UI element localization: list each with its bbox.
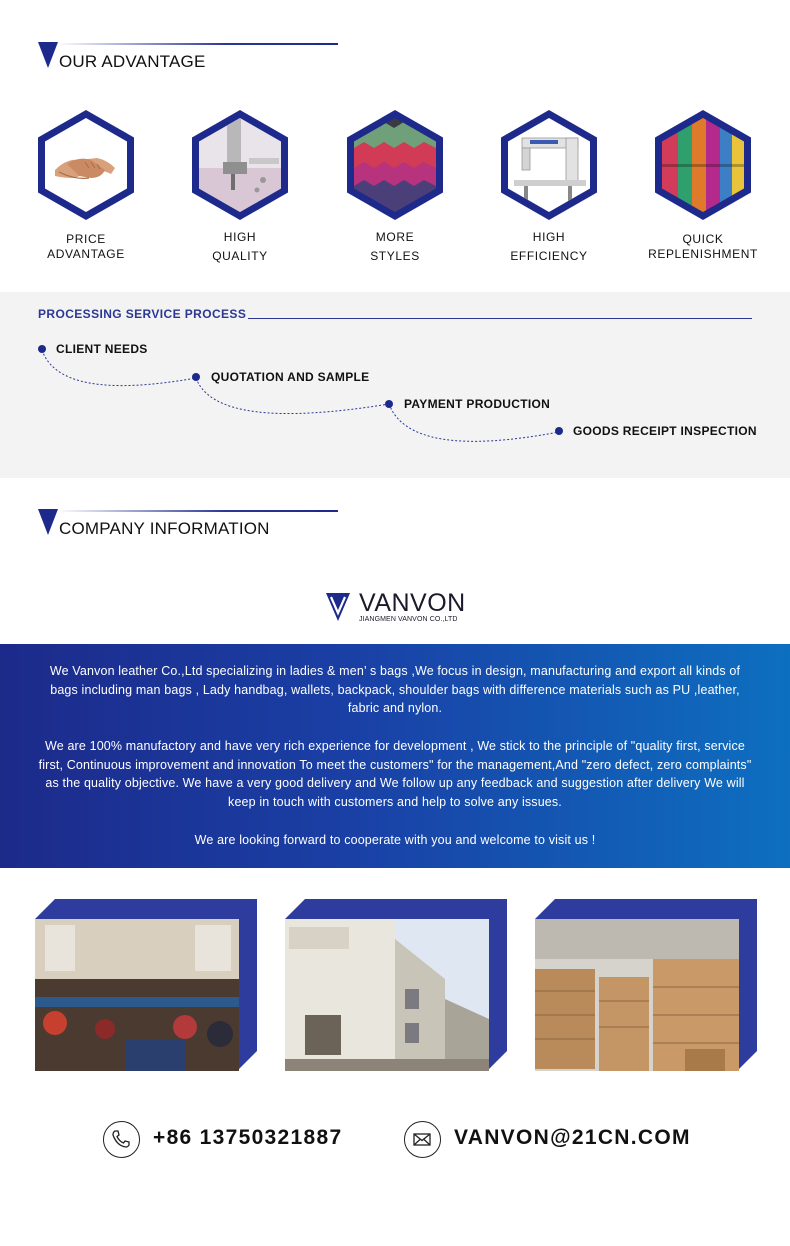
advantage-label-line2: QUALITY (212, 249, 268, 263)
advantage-label-line2: REPLENISHMENT (648, 247, 758, 261)
header-triangle-icon (38, 42, 58, 68)
advantage-item (643, 110, 763, 262)
warehouse-boxes-photo (535, 919, 739, 1071)
photo-card (535, 899, 757, 1071)
logo-wordmark: VANVON (359, 589, 466, 617)
header-dash (316, 43, 338, 45)
section-header-advantage (38, 42, 338, 82)
phone-icon (103, 1121, 140, 1158)
company-logo (325, 591, 475, 627)
factory-workshop-photo (35, 919, 239, 1071)
advantage-item (26, 110, 146, 262)
advantage-item (335, 110, 455, 264)
logo-subtitle: JIANGMEN VANVON CO.,LTD (359, 616, 458, 623)
email-address[interactable]: VANVON@21CN.COM (454, 1126, 691, 1149)
logo-mark-icon (325, 591, 351, 623)
process-step: PAYMENT PRODUCTION (404, 397, 551, 411)
company-paragraph: We Vanvon leather Co.,Ltd specializing in ladies & men’ s bags ,We focus in design, manufacturing and export all kinds of bags including man bags , Lady handbag, wallets, backpack, shoulder bags with difference materials such as PU ,leather, fabric and nylon. (49, 664, 741, 716)
advantage-item (489, 110, 609, 264)
header-dash (316, 510, 338, 512)
company-paragraph: We are looking forward to cooperate with you and welcome to visit us ! (194, 833, 596, 847)
company-info-band (0, 644, 790, 868)
advantage-label-line1: HIGH (532, 230, 566, 244)
contact-phone[interactable] (103, 1121, 363, 1159)
step-dot (192, 373, 200, 381)
process-step: QUOTATION AND SAMPLE (211, 370, 370, 384)
section-title: OUR ADVANTAGE (59, 52, 206, 71)
fabric-icon (354, 118, 436, 212)
advantage-label-line1: QUICK (682, 232, 724, 246)
process-step: CLIENT NEEDS (56, 342, 148, 356)
step-dot (38, 345, 46, 353)
step-dot (555, 427, 563, 435)
photo-card (285, 899, 507, 1071)
advantage-label-line1: HIGH (223, 230, 257, 244)
section-title: COMPANY INFORMATION (59, 519, 270, 538)
process-connector-lines (0, 292, 790, 478)
process-step: GOODS RECEIPT INSPECTION (573, 424, 757, 438)
contact-email[interactable] (404, 1121, 694, 1159)
header-line (56, 43, 338, 45)
section-header-company (38, 509, 338, 549)
factory-building-photo (285, 919, 489, 1071)
advantage-label-line1: PRICE (66, 232, 106, 246)
advantage-item (180, 110, 300, 264)
header-line (56, 510, 338, 512)
advantage-label-line2: EFFICIENCY (510, 249, 588, 263)
advantage-label-line2: ADVANTAGE (47, 247, 125, 261)
sewing-machine-icon (508, 118, 590, 212)
advantage-label-line1: MORE (375, 230, 415, 244)
thread-spools-icon (662, 118, 744, 212)
advantage-label-line2: STYLES (370, 249, 420, 263)
photo-card (35, 899, 257, 1071)
step-dot (385, 400, 393, 408)
process-band (0, 292, 790, 478)
handshake-icon (45, 118, 127, 212)
company-paragraph: We are 100% manufactory and have very rich experience for development , We stick to the principle of "quality first, service first, Continuous improvement and innovation To meet the customers" for the management,And "zero defect, zero complaints" as the quality objective. We have a very good delivery and We follow up any feedback and suggestion after delivery We will keep in touch with customers and help to solve any issues. (38, 739, 752, 810)
process-title: PROCESSING SERVICE PROCESS (38, 307, 247, 321)
envelope-icon (404, 1121, 441, 1158)
sewing-foot-icon (199, 118, 281, 212)
header-triangle-icon (38, 509, 58, 535)
phone-number[interactable]: +86 13750321887 (153, 1126, 343, 1149)
